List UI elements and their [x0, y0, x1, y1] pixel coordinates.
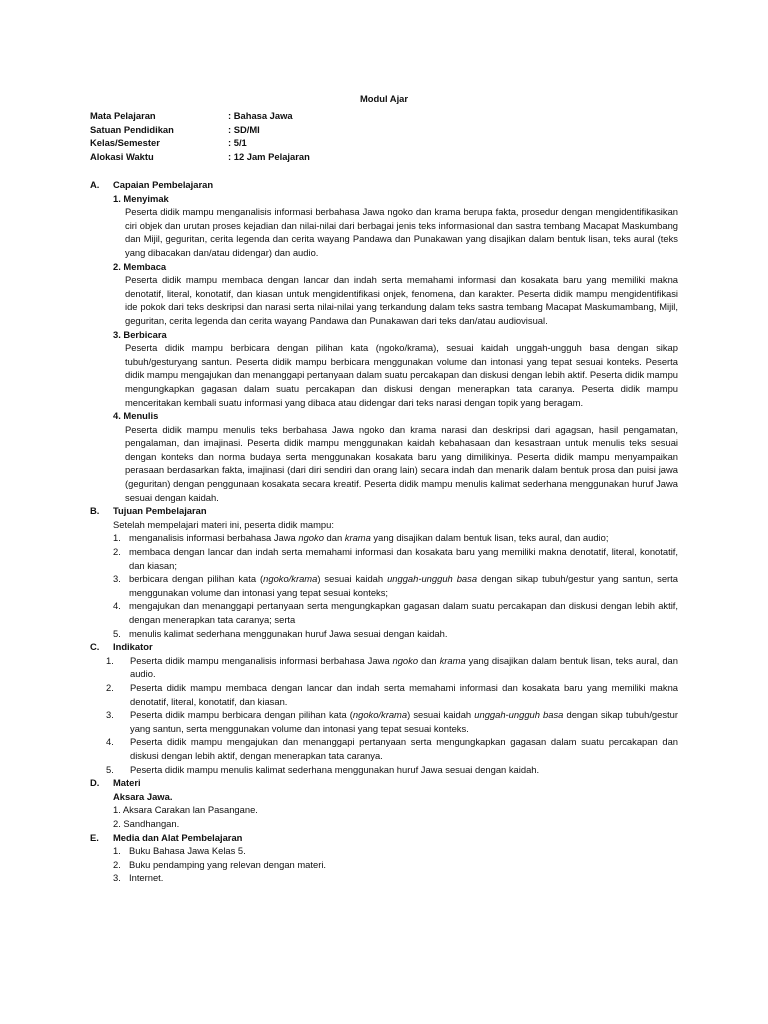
list-item — [106, 735, 678, 762]
list-item — [113, 844, 678, 858]
list-text — [130, 735, 678, 762]
meta-value: : SD/MI — [228, 123, 260, 135]
section-title: Tujuan Pembelajaran — [113, 505, 207, 517]
list-text — [130, 763, 678, 777]
list-text: Internet. — [129, 872, 164, 884]
list-number: 4. — [106, 736, 114, 748]
list-number: 5. — [106, 763, 114, 775]
list-text — [129, 572, 678, 599]
objectives-list — [90, 531, 678, 640]
list-number: 3. — [113, 573, 121, 585]
text-run: Peserta didik mampu membaca dengan lancar dan indah serta memahami informasi dan kosakata baru yang memiliki makna denotatif, literal, konotatif, dan kiasan. — [130, 681, 678, 707]
list-number: 1. — [113, 532, 121, 544]
section-letter: B. — [90, 505, 100, 517]
text-run: membaca dengan lancar dan indah serta memahami informasi dan kosakata baru yang memiliki makna denotatif, literal, konotatif, dan kiasan; — [129, 546, 678, 571]
list-item — [106, 681, 678, 708]
text-run: Peserta didik mampu berbicara dengan pilihan kata ( — [130, 709, 353, 721]
meta-label: Kelas/Semester — [90, 137, 160, 149]
meta-value: : 5/1 — [228, 137, 247, 149]
indicator-list — [90, 654, 678, 776]
list-number: 4. — [113, 600, 121, 612]
list-number: 2. — [113, 546, 121, 558]
section-b-heading — [90, 504, 678, 518]
list-item — [106, 708, 678, 735]
list-item — [113, 531, 678, 545]
section-letter: C. — [90, 641, 100, 653]
list-item — [113, 627, 678, 641]
meta-value: : 12 Jam Pelajaran — [228, 150, 310, 162]
text-run: dengan sikap tubuh/gestur yang santun, serta menggunakan volume dan intonasi yang tepat sesuai konteks; — [129, 573, 678, 598]
section-e-heading — [90, 831, 678, 845]
list-text: Buku pendamping yang relevan dengan materi. — [129, 858, 327, 870]
list-text — [130, 708, 678, 735]
document-meta — [90, 109, 690, 163]
list-item: 2. Sandhangan. — [113, 817, 180, 829]
section-a-heading — [90, 178, 678, 192]
text-run: dengan sikap tubuh/gestur yang santun, serta menggunakan volume dan intonasi yang tepat sesuai konteks. — [130, 709, 678, 734]
list-item — [113, 545, 678, 572]
list-number: 3. — [106, 709, 114, 721]
list-item — [106, 654, 678, 681]
text-run: mengajukan dan menanggapi pertanyaan serta mengungkapkan gagasan dalam suatu percakapan dan diskusi dengan lebih aktif, dengan menerapkan tata caranya; serta — [129, 600, 678, 625]
list-text — [129, 531, 678, 545]
section-letter: A. — [90, 179, 100, 190]
text-run: menganalisis informasi berbahasa Jawa — [129, 532, 299, 544]
document-content — [90, 178, 678, 885]
text-run: yang disajikan dalam bentuk lisan, teks aural, dan audio. — [130, 654, 678, 680]
list-number: 1. — [106, 654, 114, 666]
text-run: Peserta didik mampu menulis kalimat sederhana menggunakan huruf Jawa sesuai dengan kaidah. — [130, 763, 540, 775]
list-item — [106, 763, 678, 777]
list-item — [113, 572, 678, 599]
list-number: 5. — [113, 627, 121, 639]
section-c-heading — [90, 640, 678, 654]
italic-term: unggah-ungguh basa — [474, 709, 564, 721]
meta-label: Alokasi Waktu — [90, 150, 154, 162]
text-run: berbicara dengan pilihan kata ( — [129, 573, 264, 585]
list-number: 3. — [113, 872, 121, 884]
text-run: menulis kalimat sederhana menggunakan huruf Jawa sesuai dengan kaidah. — [129, 627, 448, 639]
section-d-heading — [90, 776, 678, 790]
text-run: Peserta didik mampu mengajukan dan menanggapi pertanyaan serta mengungkapkan gagasan dalam suatu percakapan dan diskusi dengan lebih aktif, dengan menerapkan tata caranya. — [130, 736, 678, 761]
subsection-heading: 4. Menulis — [113, 410, 159, 422]
subsection-text: Peserta didik mampu menulis teks berbahasa Jawa ngoko dan krama narasi dan deskripsi dari agagsan, hasil pengamatan, pengalaman, dan imajinasi. Peserta didik mampu menggunakan kaidah kebahasaan dan kesastraan untuk menulis teks sesuai dengan konteks dan norma budaya serta menggunakan kosakata baru yang dimilikinya. Peserta didik mampu menyampaikan perasaan berdasarkan fakta, imajinasi (dari diri sendiri dan orang lain) secara indah dan menarik dalam bentuk prosa dan puisi jawa (geguritan) dengan penggunaan kosakata secara kreatif. Peserta didik mampu menulis kalimat sederhana menggunakan huruf Jawa sesuai dengan kaidah. — [125, 423, 678, 503]
section-title: Indikator — [113, 641, 153, 653]
section-letter: D. — [90, 777, 100, 789]
subsection-heading: 3. Berbicara — [113, 328, 167, 340]
text-run: ) sesuai kaidah — [317, 573, 388, 585]
subsection-heading: 2. Membaca — [113, 260, 167, 272]
italic-term: unggah-ungguh basa — [387, 573, 478, 585]
list-item — [113, 599, 678, 626]
meta-value: : Bahasa Jawa — [228, 110, 293, 121]
subsection-text: Peserta didik mampu berbicara dengan pilihan kata (ngoko/krama), sesuai kaidah unggah-ungguh basa dengan sikap tubuh/gesturyang santun. Peserta didik mampu berbicara menggunakan volume dan intonasi yang tepat sesuai konteks. Peserta didik mampu mengajukan dan menanggapi pertanyaan dalam suatu percakapan dan diskusi dengan lebih aktif. Peserta didik mampu mengungkapkan gagasan dalam suatu percakapan dan diskusi dengan menerapkan tata caranya. Peserta didik mampu menceritakan kembali suatu informasi yang dibaca atau didengar dari teks narasi dengan topik yang beragam. — [125, 342, 678, 408]
subsection-heading: 1. Menyimak — [113, 192, 169, 204]
list-number: 2. — [113, 858, 121, 870]
text-run: dan — [323, 532, 345, 544]
section-title: Media dan Alat Pembelajaran — [113, 831, 243, 843]
list-text — [130, 654, 678, 681]
meta-label: Satuan Pendidikan — [90, 123, 174, 135]
text-run: yang disajikan dalam bentuk lisan, teks aural, dan audio; — [370, 532, 609, 544]
list-item: 1. Aksara Carakan lan Pasangane. — [113, 804, 258, 816]
italic-term: ngoko/krama — [263, 573, 318, 585]
subsection-text: Peserta didik mampu menganalisis informasi berbahasa Jawa ngoko dan krama berupa fakta, prosedur dengan mengidentifikasikan ciri objek dan urutan proses kejadian dan nilai-nilai dari berbagai jenis teks informasional dan sastra tembang Macapat Maskumbang dan Mijil, geguritan, cerita legenda dan cerita wayang Pandawa dan Punakawan yang disajikan dalam bentuk lisan, teks aural (teks yang dibacakan dan/atau didengar) dan audio. — [125, 206, 678, 258]
document-title: Modul Ajar — [359, 93, 409, 104]
italic-term: ngoko — [392, 654, 419, 666]
list-text — [129, 599, 678, 626]
list-number: 2. — [106, 681, 114, 693]
meta-row-school — [90, 123, 690, 137]
meta-row-class — [90, 136, 690, 150]
text-run: ) sesuai kaidah — [407, 709, 475, 721]
section-intro: Setelah mempelajari materi ini, peserta didik mampu: — [113, 518, 334, 530]
subsection-text: Peserta didik mampu membaca dengan lancar dan indah serta memahami informasi dan kosakata baru yang memiliki makna denotatif, literal, konotatif, dan kiasan untuk mengidentifikasi onjek, fenomena, dan karakter. Peserta didik mampu mengidentifikasi ide pokok dari teks deskripsi dan narasi serta nilai-nilai yang terkandung dalam teks sastra tembang Macapat Maskumambang, Mijil, geguritan, cerita legenda dan cerita wayang Pandawa dan Punakawan dari teks dan/atau audiovisual. — [125, 274, 678, 326]
list-number: 1. — [113, 845, 121, 857]
materi-subtitle: Aksara Jawa. — [113, 790, 173, 802]
section-title: Capaian Pembelajaran — [113, 179, 214, 190]
section-title: Materi — [113, 777, 141, 789]
section-letter: E. — [90, 831, 99, 843]
meta-row-time — [90, 150, 690, 164]
text-run: Peserta didik mampu menganalisis informasi berbahasa Jawa — [130, 654, 393, 666]
meta-label: Mata Pelajaran — [90, 110, 156, 121]
list-text — [130, 681, 678, 708]
italic-term: ngoko — [298, 532, 324, 544]
list-text — [129, 545, 678, 572]
list-text — [129, 627, 678, 641]
italic-term: krama — [439, 654, 466, 666]
meta-row-subject — [90, 109, 690, 123]
list-item — [113, 858, 678, 872]
italic-term: krama — [344, 532, 371, 544]
list-text: Buku Bahasa Jawa Kelas 5. — [129, 845, 246, 857]
text-run: dan — [418, 654, 440, 666]
list-item — [113, 871, 678, 885]
italic-term: ngoko/krama — [352, 709, 408, 721]
